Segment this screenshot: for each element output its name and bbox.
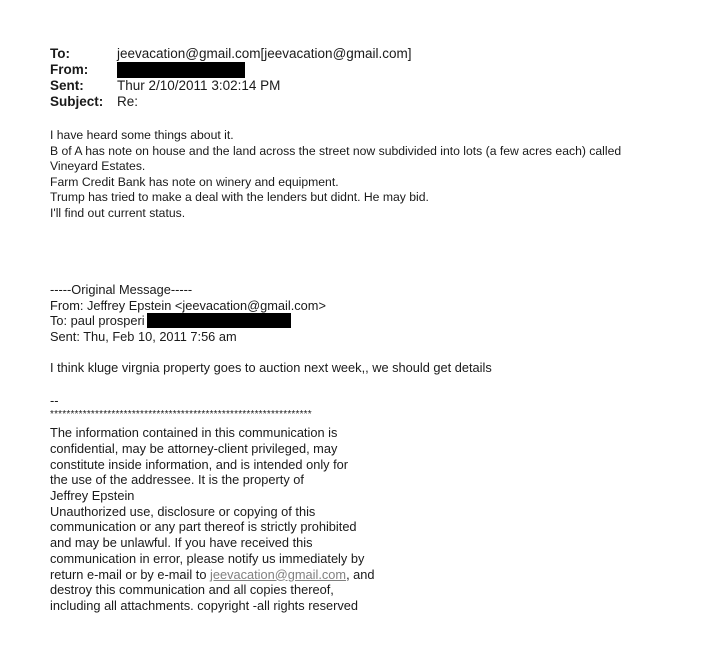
disclaimer-line: and may be unlawful. If you have received this [50,535,313,551]
signature-stars: **************************************************************** [50,409,312,421]
redaction-box [147,313,291,328]
disclaimer-line: Jeffrey Epstein [50,488,135,504]
disclaimer-line: communication or any part thereof is strictly prohibited [50,519,357,535]
sent-row [50,78,412,94]
original-to: To: paul prosperi [50,313,145,329]
signature-block [50,393,375,614]
disclaimer-line: The information contained in this communication is [50,425,338,441]
email-header [50,46,412,110]
subject-row [50,94,412,110]
body-line: I have heard some things about it. [50,128,234,142]
body-line: Trump has tried to make a deal with the lenders but didnt. He may bid. [50,190,429,204]
disclaimer-line-with-link [50,567,375,583]
redaction-box [117,62,245,78]
to-value: jeevacation@gmail.com[jeevacation@gmail.com] [117,46,412,61]
disclaimer-text: return e-mail or by e-mail to [50,566,211,582]
signature-dashes: -- [50,393,59,408]
disclaimer [50,425,375,613]
disclaimer-line: including all attachments. copyright -all rights reserved [50,597,358,613]
body-line: I'll find out current status. [50,205,186,220]
original-to-row [50,313,326,329]
body-line: Farm Credit Bank has note on winery and equipment. [50,174,339,189]
email-link[interactable]: jeevacation@gmail.com [210,566,347,582]
from-row [50,62,412,78]
subject-label: Subject: [50,94,104,109]
body-line: B of A has note on house and the land across the street now subdivided into lots (a few acres each) called [50,143,622,158]
original-divider: -----Original Message----- [50,282,193,297]
disclaimer-line: destroy this communication and all copies thereof, [50,582,334,598]
body-line: Vineyard Estates. [50,159,146,173]
original-message-header [50,282,326,344]
from-label: From: [50,62,89,77]
disclaimer-line: communication in error, please notify us immediately by [50,550,365,566]
disclaimer-line: confidential, may be attorney-client privileged, may [50,440,338,456]
email-body [50,128,621,221]
to-row [50,46,412,62]
sent-label: Sent: [50,78,84,93]
to-label: To: [50,46,70,61]
disclaimer-text: , and [346,566,375,582]
sent-value: Thur 2/10/2011 3:02:14 PM [117,78,281,93]
original-sent: Sent: Thu, Feb 10, 2011 7:56 am [50,328,237,344]
disclaimer-line: Unauthorized use, disclosure or copying of this [50,503,316,519]
disclaimer-line: the use of the addressee. It is the property of [50,472,304,488]
original-from: From: Jeffrey Epstein <jeevacation@gmail.com> [50,297,326,313]
original-message-text: I think kluge virgnia property goes to auction next week,, we should get details [50,360,492,375]
disclaimer-line: constitute inside information, and is intended only for [50,456,349,472]
subject-value: Re: [117,94,139,109]
